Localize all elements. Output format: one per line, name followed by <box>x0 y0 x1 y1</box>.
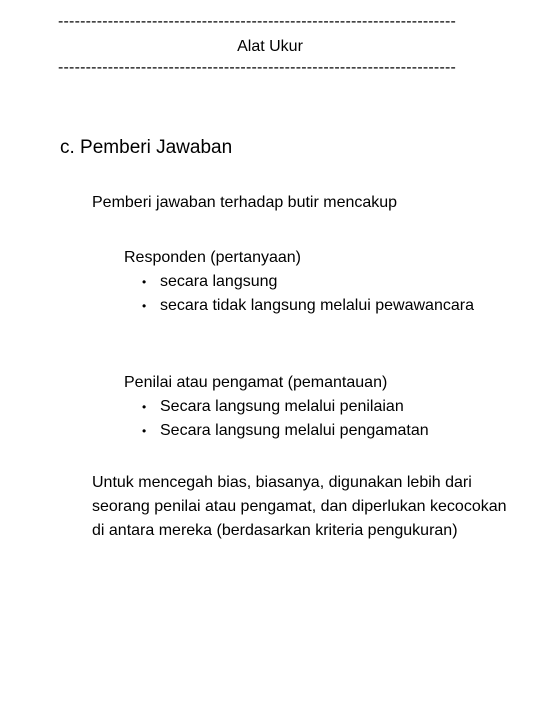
section-heading: c. Pemberi Jawaban <box>60 137 233 158</box>
header-title: Alat Ukur <box>237 38 303 55</box>
list-item-text: secara langsung <box>160 273 278 290</box>
list-item-text: Secara langsung melalui pengamatan <box>160 422 429 439</box>
list-item-text: secara tidak langsung melalui pewawancara <box>160 297 474 314</box>
header-top-rule: ------------------------------------------------------------------------ <box>58 13 457 30</box>
closing-paragraph: Untuk mencegah bias, biasanya, digunakan lebih dari seorang penilai atau pengamat, dan diperlukan kecocokan di antara mereka (berdasarkan kriteria pengukuran) <box>92 474 507 539</box>
section-intro: Pemberi jawaban terhadap butir mencakup <box>92 194 398 211</box>
bullet-list <box>124 270 504 318</box>
bullet-icon: • <box>142 275 147 289</box>
rater-group <box>124 371 504 443</box>
bullet-list <box>124 395 504 443</box>
list-item <box>124 419 504 443</box>
list-item <box>124 294 504 318</box>
header-bottom-rule: ------------------------------------------------------------------------ <box>58 59 457 76</box>
bullet-icon: • <box>142 424 147 438</box>
group-title: Responden (pertanyaan) <box>124 249 302 266</box>
group-title: Penilai atau pengamat (pemantauan) <box>124 374 388 391</box>
bullet-icon: • <box>142 400 147 414</box>
bullet-icon: • <box>142 299 147 313</box>
list-item-text: Secara langsung melalui penilaian <box>160 398 404 415</box>
respondent-group <box>124 246 504 318</box>
list-item <box>124 395 504 419</box>
list-item <box>124 270 504 294</box>
